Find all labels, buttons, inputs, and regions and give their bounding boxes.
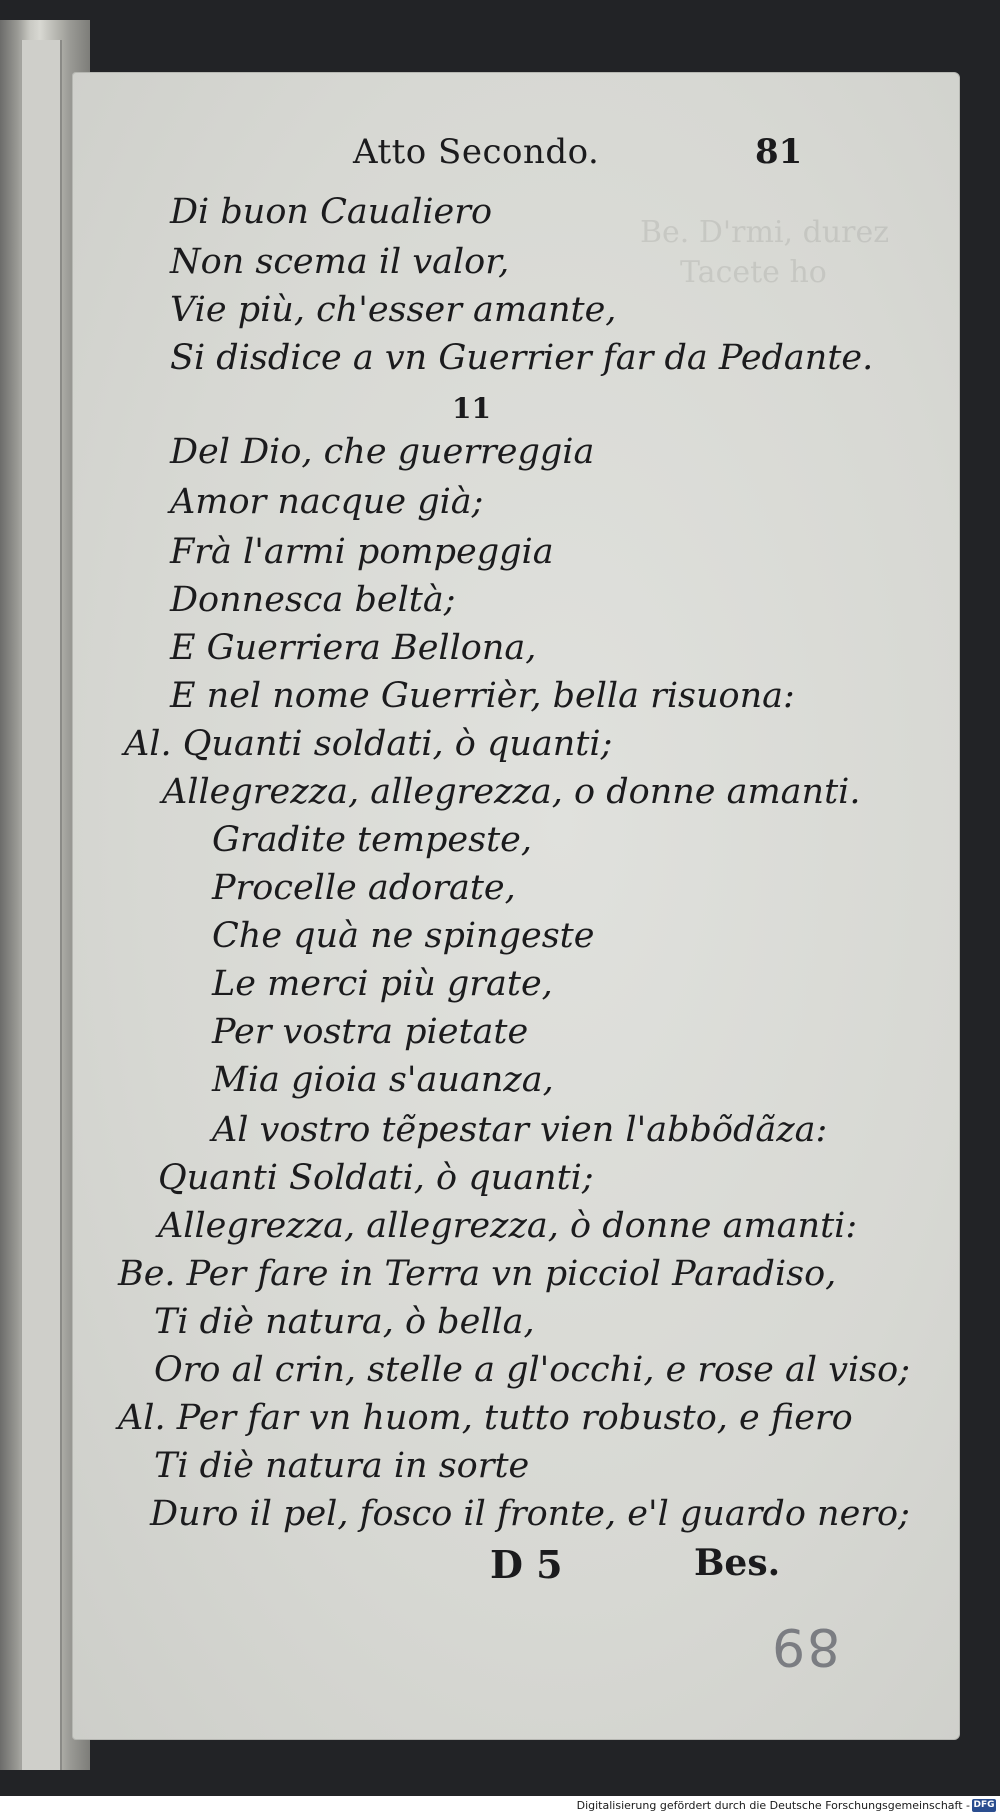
verse-line: Ti diè natura in sorte xyxy=(154,1446,530,1486)
verse-line: E Guerriera Bellona, xyxy=(170,628,537,668)
verse-line: Del Dio, che guerreggia xyxy=(170,432,595,472)
verse-line: Procelle adorate, xyxy=(212,868,516,908)
verse-line: Le merci più grate, xyxy=(212,964,553,1004)
verse-line: Ti diè natura, ò bella, xyxy=(154,1302,535,1342)
verse-line: Frà l'armi pompeggia xyxy=(170,532,554,572)
speaker-line: Be. Per fare in Terra vn picciol Paradiso, xyxy=(118,1254,837,1294)
verse-line: Quanti Soldati, ò quanti; xyxy=(158,1158,594,1198)
verse-line: Per vostra pietate xyxy=(212,1012,529,1052)
show-through-text: Tacete ho xyxy=(680,255,827,290)
speaker-line: Al. Per far vn huom, tutto robusto, e fiero xyxy=(118,1398,853,1438)
credit-text: Digitalisierung gefördert durch die Deutsche Forschungsgemeinschaft - xyxy=(576,1799,970,1812)
pencil-folio-note: 89 xyxy=(770,1616,841,1676)
catchword: Bes. xyxy=(694,1542,781,1584)
signature-mark: D 5 xyxy=(490,1542,563,1587)
verse-line: Si disdice a vn Guerrier far da Pedante. xyxy=(170,338,874,378)
speaker-line: Al. Quanti soldati, ò quanti; xyxy=(124,724,613,764)
verse-line: Oro al crin, stelle a gl'occhi, e rose al viso; xyxy=(154,1350,910,1390)
show-through-text: Be. D'rmi, durez xyxy=(640,215,890,250)
verse-line: Che quà ne spingeste xyxy=(212,916,595,956)
verse-line: Duro il pel, fosco il fronte, e'l guardo nero; xyxy=(150,1494,910,1534)
verse-line: Allegrezza, allegrezza, ò donne amanti: xyxy=(158,1206,858,1246)
verse-line: Al vostro tẽpestar vien l'abbõdãza: xyxy=(212,1110,828,1150)
verse-line: E nel nome Guerrièr, bella risuona: xyxy=(170,676,795,716)
running-title: Atto Secondo. xyxy=(353,132,600,172)
verse-line: Vie più, ch'esser amante, xyxy=(170,290,617,330)
verse-line: Allegrezza, allegrezza, o donne amanti. xyxy=(162,772,861,812)
verse-line: Gradite tempeste, xyxy=(212,820,533,860)
previous-page-edge xyxy=(20,40,62,1770)
page-number: 81 xyxy=(755,132,803,172)
stanza-number: 11 xyxy=(452,392,491,425)
verse-line: Non scema il valor, xyxy=(170,242,510,282)
dfg-logo-badge: DFG xyxy=(973,1800,995,1810)
verse-line: Mia gioia s'auanza, xyxy=(212,1060,554,1100)
verse-line: Donnesca beltà; xyxy=(170,580,456,620)
verse-line: Di buon Caualiero xyxy=(170,192,493,232)
verse-line: Amor nacque già; xyxy=(170,482,484,522)
